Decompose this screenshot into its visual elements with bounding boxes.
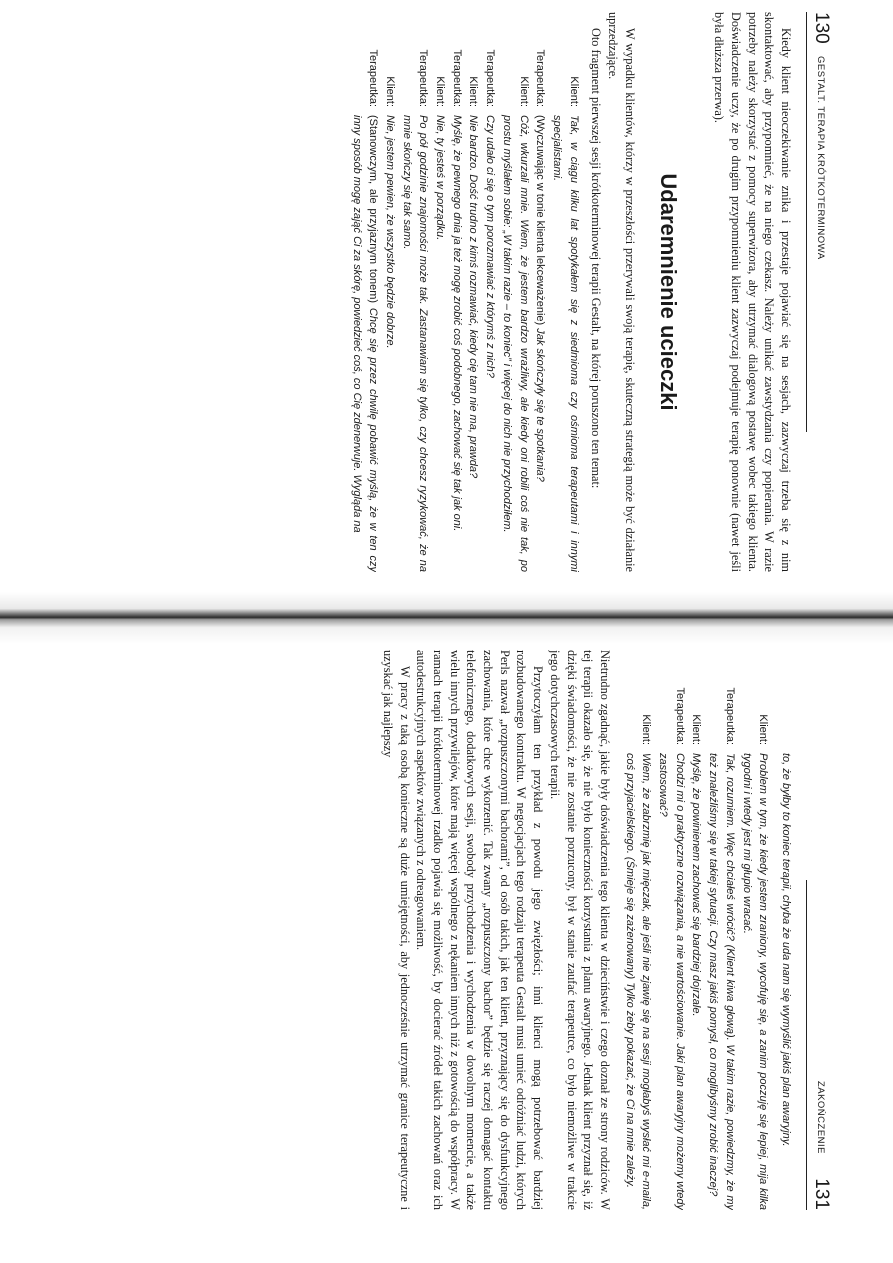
speaker-label: Terapeutka: [367,49,380,107]
utterance [548,115,581,572]
speaker-label: Terapeutka: [534,49,547,107]
utterance [381,115,398,572]
utterance [448,115,465,572]
dialogue-turn [738,650,771,1210]
utterance [532,115,549,572]
page-body [379,650,794,1210]
utterance-text: Nie bardzo. Dość trudno z kimś rozmawiać, kiedy cię tam nie ma, prawda? [467,115,480,479]
header-rule [806,880,807,1210]
speaker-label: Terapeutka: [673,687,686,745]
running-header [808,650,832,1210]
speaker-label: Terapeutka: [484,49,497,107]
speaker-label: Terapeutka: [450,49,463,107]
speaker-label: Klient: [640,714,653,745]
stage-direction: (Stanowczym, ale przyjaznym tonem) [367,115,380,304]
running-title: GESTALT. TERAPIA KRÓTKOTERMINOWA [815,56,826,260]
section-heading: Udaremnienie ucieczki [656,173,682,411]
utterance-text: Nie, ty jesteś w porządku. [434,115,447,241]
utterance-text: Wiem, że zabrzmię jak mięczak, ale jeśli nie zjawię się na sesji mogłabyś wysłać mi e-maila, coś przyjacielskiego. (Śmieje się zażenowany) Tylko żeby pokazać, że Ci na mnie zależy. [623,753,653,1210]
utterance [398,115,431,572]
running-header [808,12,832,572]
utterance [348,115,381,572]
page-130 [342,12,842,572]
utterance-text: Chcę się przez chwilę pobawić myślą, że w ten czy inny sposób mogę zająć Ci za skórę, powiedzieć coś, co Cię zdenerwuje. Wygląda na [350,115,380,572]
dialogue-turn [348,12,381,572]
speaker-label: Klient: [383,76,396,107]
book-spine [0,592,893,644]
page-131 [342,650,842,1210]
dialogue-turn [465,12,482,572]
utterance-text: Problem w tym, że kiedy jestem zraniony, wycofuję się, a zanim poczuję się lepiej, mija kilka tygodni i wtedy jest mi głupio wracać. [740,753,770,1210]
dialogue-turn [398,12,431,572]
body-paragraph: W pracy z taką osobą konieczne są duże umiejętności, aby jednocześnie utrzymać granice terapeutyczne i uzyskać jak najlepszy [380,650,412,1210]
speaker-label: Klient: [517,76,530,107]
dialogue-turn [381,12,398,572]
page-number: 130 [811,12,832,44]
utterance-text: Czy udało ci się o tym porozmawiać z którymś z nich? [484,115,497,378]
speaker-label: Terapeutka: [417,49,430,107]
utterance-text: Myślę, że powinienem zachować się bardziej dojrzale. [690,753,703,1017]
speaker-label: Klient: [757,714,770,745]
body-paragraph: Przytoczyłam ten przykład z powodu jego zwięzłości; inni klienci mogą potrzebować bardziej rozbudowanego kontraktu. W negocjacjach tego rodzaju terapeuta Gestalt musi umieć odróżniać ludzi, których Perls nazwał „rozpuszczonymi bachorami”, od osób takich, jak ten klient, przyznający się do dysfunkcyjnego zachowania, które chce wykorzenić. Tak zwany „rozpuszczony bachor” będzie się raczej domagać kontaktu telefonicznego, dodatkowych sesji, swobody przychodzenia i wychodzenia w dowolnym momencie, a także wielu innych przywilejów, które mają więcej wspólnego z nękaniem innych niż z gotowością do współpracy. W ramach terapii krótkoterminowej rzadko pojawia się możliwość, by docierać źródeł takich zachowań oraz ich autodestrukcyjnych aspektów związanych z odreagowaniem. [414,650,546,1210]
speaker-label: Klient: [567,76,580,107]
utterance [465,115,482,572]
section-paragraph: W wypadku klientów, którzy w przeszłości przerywali swoją terapię, skuteczną strategią może być działanie uprzedzające. [606,12,637,572]
speaker-label: Klient: [690,714,703,745]
dialogue-turn [448,12,465,572]
utterance-text: Nie, jestem pewien, że wszystko będzie dobrze. [383,115,396,349]
utterance [688,753,705,1210]
dialogue-continuation: to, że byłby to koniec terapii, chyba że uda nam się wymyślić jakiś plan awaryjny. [780,753,792,1147]
utterance [621,753,654,1210]
stage-direction: (Wyczuwając w tonie klienta lekceważenie) [534,115,547,326]
dialogue-turn [431,12,448,572]
utterance-text: Cóż, wkurzali mnie. Wiem, że jestem bardzo wrażliwy, ale kiedy oni robili coś nie tak, po prostu myślałem sobie: „W takim razie – to koniec” i więcej do nich nie przychodziłem. [500,115,530,572]
dialogue-turn [532,12,549,572]
utterance-text: Po pół godzinie znajomości może tak. Zastanawiam się tylko, czy chcesz ryzykować, że na mnie skończy się tak samo. [400,115,430,572]
utterance [654,753,687,1210]
page-number: 131 [811,1178,832,1210]
dialogue-turn [621,650,654,1210]
page-body [342,12,794,572]
dialogue-turn [481,12,498,572]
header-rule [806,12,807,432]
speaker-label: Klient: [434,76,447,107]
running-title: ZAKOŃCZENIE [815,1080,826,1154]
body-paragraph: Nietrudno zgadnąć, jakie były doświadczenia tego klienta w dzieciństwie i czego doznał ze strony rodziców. W tej terapii okazało się, że nie było konieczności korzystania z planu awaryjnego. Jednak klient przyznał się, iż dzięki świadomości, że nie zostanie porzucony, był w stanie zaufać terapeutce, co było niemożliwe w trakcie jego dotychczasowych terapii. [547,650,612,1210]
dialogue-turn [548,12,581,572]
utterance-text: Chodzi mi o praktyczne rozwiązania, a nie wartościowanie. Jaki plan awaryjny możemy wtedy zastosować? [657,753,686,1210]
utterance-text: Myślę, że pewnego dnia ja też mogę zrobić coś podobnego, zachować się tak jak oni. [450,115,463,532]
speaker-label: Terapeutka: [723,687,736,745]
section-paragraph: Oto fragment pierwszej sesji krótkoterminowej terapii Gestalt, na której poruszono ten temat: [589,28,604,489]
utterance [431,115,448,572]
utterance-text: Jak skończyły się te spotkania? [534,328,547,482]
dialogue-turn [688,650,705,1210]
dialogue [621,650,771,1210]
speaker-label: Klient: [467,76,480,107]
dialogue-turn [654,650,687,1210]
intro-paragraph: Kiedy klient nieoczekiwanie znika i przestaje pojawiać się na sesjach, zazwyczaj trzeba się z nim skontaktować, aby przypomnieć, że na niego czekasz. Należy unikać zawstydzania czy popierania. W razie potrzeby należy skorzystać z pomocy superwizora, aby utrzymać dialogową postawę wobec takiego klienta. Doświadczenie uczy, że po drugim przypomnieniu klient zazwyczaj podejmuje terapię ponownie (nawet jeśli była dłuższa przerwa). [712,12,793,572]
utterance-text: Tak, w ciągu kilku lat spotykałem się z siedmioma czy ośmioma terapeutami i innymi specjalistami. [550,115,580,572]
utterance-text: Tak, rozumiem. Więc chciałeś wrócić? (Klient kiwa głową). W takim razie, powiedzmy, że my też znaleźliśmy się w takiej sytuacji. Czy masz jakiś pomysł, co moglibyśmy zrobić inaczej? [707,753,736,1210]
utterance [704,753,737,1210]
dialogue-turn [704,650,737,1210]
utterance [498,115,531,572]
dialogue-turn [498,12,531,572]
utterance [738,753,771,1210]
utterance [481,115,498,572]
dialogue [348,12,582,572]
